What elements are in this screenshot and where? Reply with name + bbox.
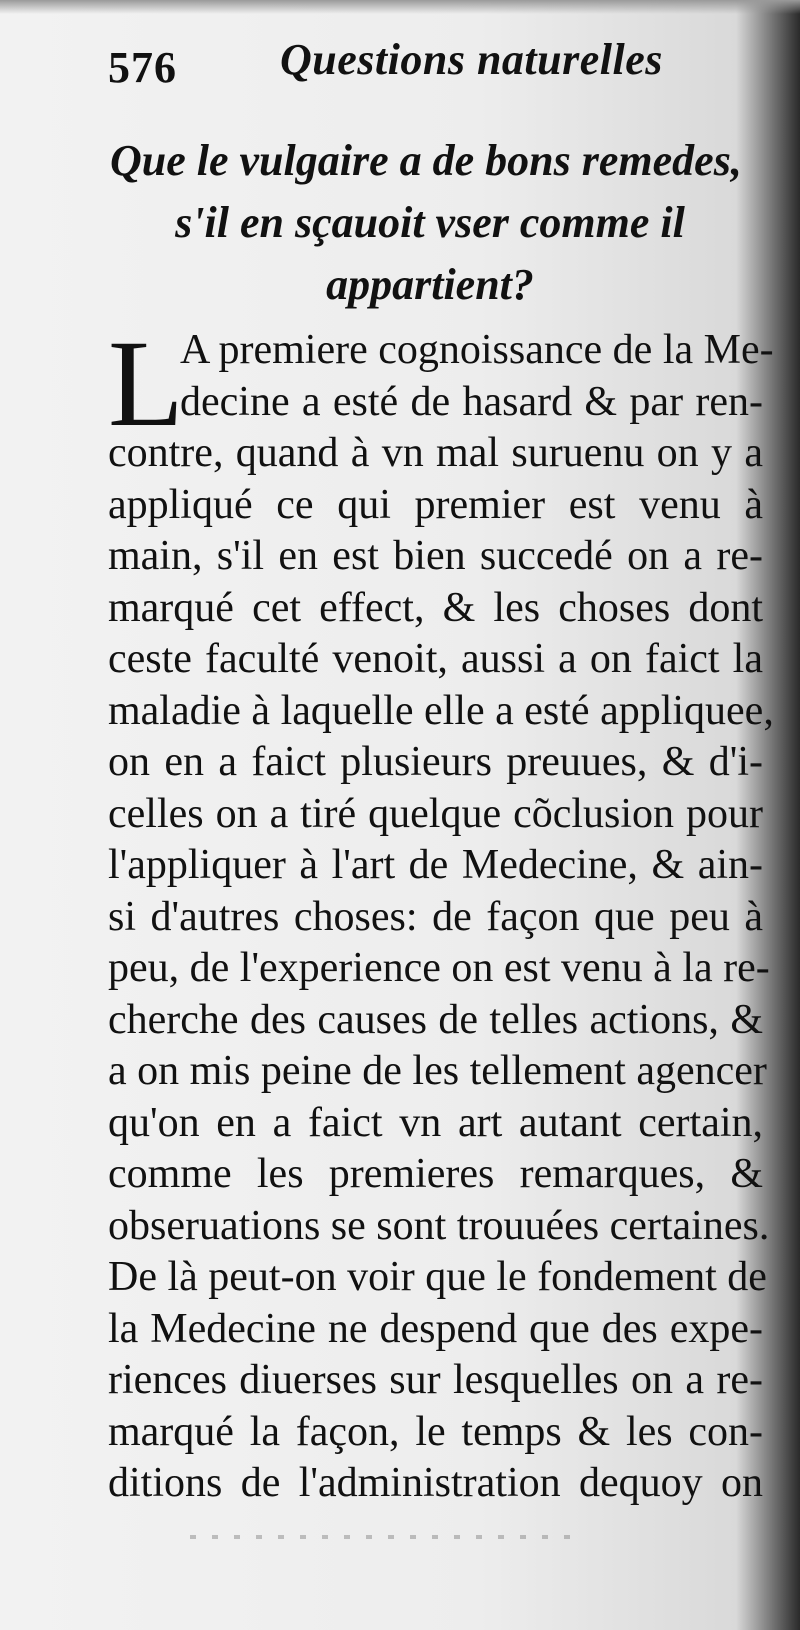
heading-line-3: appartient?	[326, 260, 534, 309]
body-line: a on mis peine de les tellement agencer	[108, 1048, 767, 1094]
body-line: riences diuerses sur lesquelles on a re-	[108, 1357, 763, 1403]
body-line: qu'on en a faict vn art autant certain,	[108, 1099, 763, 1146]
drop-cap: L	[108, 315, 184, 452]
body-line: main, s'il en est bien succedé on a re-	[108, 533, 763, 579]
body-line: l'appliquer à l'art de Medecine, & ain-	[108, 842, 763, 888]
body-line: cherche des causes de telles actions, &	[108, 996, 763, 1043]
body-line: peu, de l'experience on est venu à la re-	[108, 945, 770, 991]
body-line: decine a esté de hasard & par ren-	[180, 378, 763, 425]
body-line: A premiere cognoissance de la Me-	[180, 327, 774, 373]
body-line: obseruations se sont trouuées certaines.	[108, 1202, 770, 1249]
body-line: comme les premieres remarques, &	[108, 1151, 763, 1197]
body-line: marqué cet effect, & les choses dont	[108, 584, 763, 631]
body-line: marqué la façon, le temps & les con-	[108, 1408, 763, 1455]
page-header	[108, 34, 668, 104]
show-through-marks	[190, 1535, 570, 1539]
body-line: appliqué ce qui premier est venu à	[108, 481, 763, 528]
body-text	[108, 315, 774, 1510]
heading-line-1: Que le vulgaire a de bons remedes,	[110, 136, 742, 185]
chapter-heading	[100, 130, 760, 316]
body-line: ditions de l'administration dequoy on	[108, 1460, 763, 1506]
body-line: la Medecine ne despend que des expe-	[108, 1305, 763, 1352]
body-line: maladie à laquelle elle a esté appliquee,	[108, 687, 774, 734]
heading-line-2: s'il en sçauoit vser comme il	[175, 198, 685, 247]
body-line: on en a faict plusieurs preuues, & d'i-	[108, 739, 763, 785]
page-number: 576	[108, 43, 177, 92]
body-line: ceste faculté venoit, aussi a on faict la	[108, 636, 763, 682]
running-head: Questions naturelles	[280, 35, 663, 84]
body-line: De là peut-on voir que le fondement de	[108, 1254, 767, 1300]
body-line: celles on a tiré quelque cõclusion pour	[108, 790, 763, 837]
body-line: contre, quand à vn mal suruenu on y a	[108, 430, 763, 476]
body-line: si d'autres choses: de façon que peu à	[108, 893, 763, 940]
